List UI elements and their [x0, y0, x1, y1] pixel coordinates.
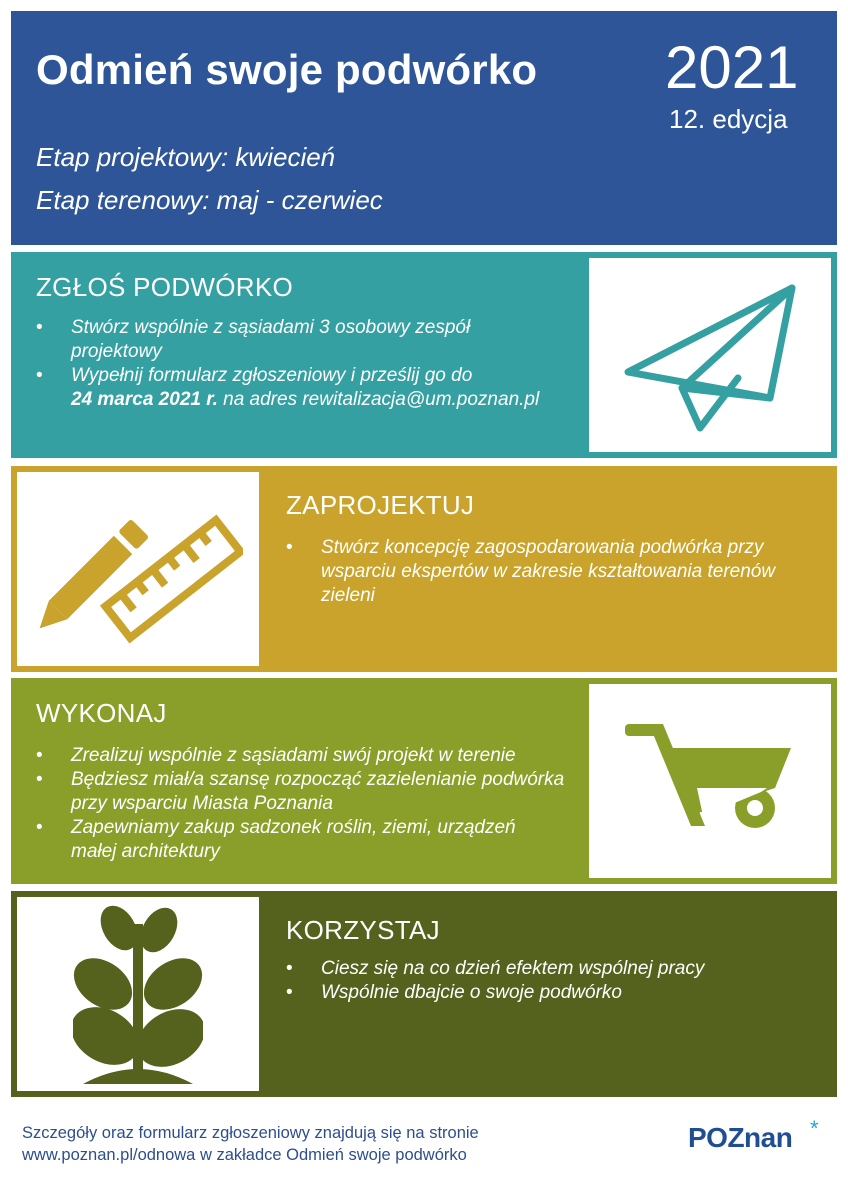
pencil-ruler-icon — [33, 494, 243, 644]
section-execute — [11, 678, 837, 884]
icon-panel — [589, 258, 831, 452]
list-item: • Stwórz koncepcję zagospodarowania podwórka przy wsparciu ekspertów w zakresie kształtowania terenów zieleni — [286, 536, 816, 608]
icon-panel — [17, 897, 259, 1091]
bullet-list — [36, 744, 566, 864]
star-icon: * — [810, 1116, 819, 1141]
wheelbarrow-icon — [625, 716, 795, 846]
section-design — [11, 466, 837, 672]
bullet-list — [286, 536, 816, 608]
section-apply — [11, 252, 837, 458]
poznan-logo — [688, 1116, 819, 1154]
list-item: • Wspólnie dbajcie o swoje podwórko — [286, 981, 816, 1005]
icon-panel — [17, 472, 259, 666]
footer-info — [22, 1122, 479, 1166]
section-heading: WYKONAJ — [36, 698, 167, 728]
list-item: • Zapewniamy zakup sadzonek roślin, ziemi, urządzeń małej architektury — [36, 816, 566, 864]
design-stage-label: Etap projektowy: kwiecień — [36, 142, 336, 172]
list-item: • Zrealizuj wspólnie z sąsiadami swój projekt w terenie — [36, 744, 566, 768]
section-heading: ZAPROJEKTUJ — [286, 490, 475, 520]
section-heading: ZGŁOŚ PODWÓRKO — [36, 272, 294, 302]
list-item: • Stwórz wspólnie z sąsiadami 3 osobowy zespół projektowy — [36, 316, 566, 364]
page-title: Odmień swoje podwórko — [36, 46, 538, 93]
deadline-address: na adres rewitalizacja@um.poznan.pl — [217, 389, 540, 410]
bullet-list — [286, 957, 816, 1005]
list-item: • Będziesz miał/a szansę rozpocząć zazielenianie podwórka przy wsparciu Miasta Poznania — [36, 768, 566, 816]
bullet-list — [36, 316, 566, 412]
section-enjoy — [11, 891, 837, 1097]
section-heading: KORZYSTAJ — [286, 915, 440, 945]
footer-line: Szczegóły oraz formularz zgłoszeniowy znajdują się na stronie — [22, 1124, 479, 1142]
year-label: 2021 — [665, 34, 799, 101]
header-banner — [11, 11, 837, 245]
list-item — [36, 364, 566, 412]
footer-link-line: www.poznan.pl/odnowa w zakładce Odmień swoje podwórko — [22, 1146, 467, 1164]
list-item-text: Wypełnij formularz zgłoszeniowy i prześlij go do — [71, 365, 473, 386]
icon-panel — [589, 684, 831, 878]
field-stage-label: Etap terenowy: maj - czerwiec — [36, 185, 383, 215]
logo-text: POZnan — [688, 1122, 793, 1153]
plant-icon — [73, 904, 203, 1084]
paper-plane-icon — [620, 270, 800, 440]
edition-label: 12. edycja — [669, 104, 788, 134]
deadline-date: 24 marca 2021 r. — [71, 389, 218, 410]
list-item: • Ciesz się na co dzień efektem wspólnej pracy — [286, 957, 816, 981]
